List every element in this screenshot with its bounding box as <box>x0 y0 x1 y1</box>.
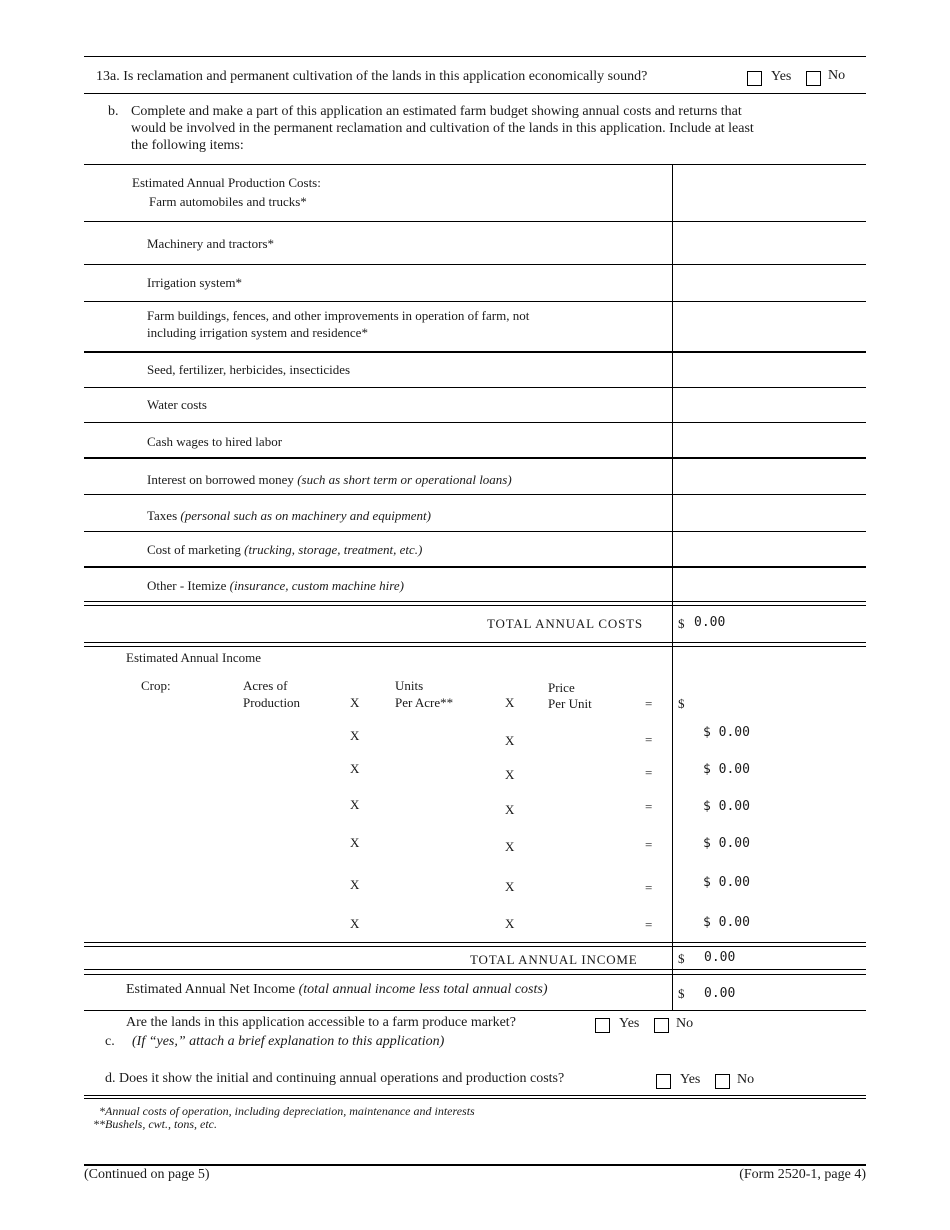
net-income-value[interactable]: 0.00 <box>704 986 736 1001</box>
rule-income-b <box>84 946 866 947</box>
income-row5-eq: = <box>645 880 653 895</box>
total-income-currency: $ <box>678 951 685 966</box>
income-row1-x1: X <box>350 728 360 743</box>
income-header-currency: $ <box>678 696 685 711</box>
income-row3-x1: X <box>350 797 360 812</box>
income-row3-value[interactable]: $ 0.00 <box>703 799 750 814</box>
question-13b-letter: b. <box>108 104 119 119</box>
footnote-annual-costs: *Annual costs of operation, including depreciation, maintenance and interests <box>99 1104 475 1118</box>
cost-item-taxes <box>147 508 431 524</box>
rule-interest <box>84 494 866 495</box>
qc-yes-checkbox[interactable] <box>595 1018 610 1033</box>
top-rule <box>84 56 866 57</box>
cost-item-interest <box>147 472 512 488</box>
qc-no-checkbox[interactable] <box>654 1018 669 1033</box>
income-row2-x2: X <box>505 767 515 782</box>
rule-income-total-a <box>84 969 866 970</box>
question-13b-line3: the following items: <box>131 138 244 153</box>
footer-continued: (Continued on page 5) <box>84 1167 210 1182</box>
rule-qd-b <box>84 1098 866 1099</box>
income-row4-x1: X <box>350 835 360 850</box>
rule-water <box>84 422 866 423</box>
cost-item-water: Water costs <box>147 397 207 412</box>
cost-item-taxes-label: Taxes <box>147 508 181 523</box>
income-row4-eq: = <box>645 837 653 852</box>
income-row5-value[interactable]: $ 0.00 <box>703 875 750 890</box>
qd-yes-label: Yes <box>680 1072 701 1087</box>
total-annual-costs-value[interactable]: 0.00 <box>694 615 726 630</box>
cost-item-irrigation: Irrigation system* <box>147 275 242 290</box>
rule-seed <box>84 387 866 388</box>
income-col-acres-line2: Production <box>243 695 301 710</box>
income-row6-eq: = <box>645 917 653 932</box>
question-c-letter: c. <box>105 1034 115 1049</box>
cost-item-machinery: Machinery and tractors* <box>147 236 275 251</box>
q13a-yes-label: Yes <box>771 69 792 84</box>
question-13a: 13a. Is reclamation and permanent cultivation of the lands in this application economically sound? <box>96 69 648 84</box>
rule-autos <box>84 221 866 222</box>
income-row6-x2: X <box>505 916 515 931</box>
cost-item-marketing <box>147 542 422 558</box>
q13a-no-checkbox[interactable] <box>806 71 821 86</box>
question-c-note: (If “yes,” attach a brief explanation to this application) <box>132 1034 445 1049</box>
income-row1-value[interactable]: $ 0.00 <box>703 725 750 740</box>
total-costs-currency: $ <box>678 616 685 631</box>
qd-no-checkbox[interactable] <box>715 1074 730 1089</box>
cost-item-interest-label: Interest on borrowed money <box>147 472 298 487</box>
income-header-x1: X <box>350 695 360 710</box>
income-col-crop: Crop: <box>141 678 171 693</box>
income-row2-value[interactable]: $ 0.00 <box>703 762 750 777</box>
qc-yes-label: Yes <box>619 1016 640 1031</box>
total-annual-income-value[interactable]: 0.00 <box>704 950 736 965</box>
rule-income-a <box>84 942 866 943</box>
q13a-yes-checkbox[interactable] <box>747 71 762 86</box>
income-row1-eq: = <box>645 732 653 747</box>
cost-item-buildings-line2: including irrigation system and residence* <box>147 325 368 340</box>
income-row6-value[interactable]: $ 0.00 <box>703 915 750 930</box>
income-row3-x2: X <box>505 802 515 817</box>
cost-item-marketing-note: (trucking, storage, treatment, etc.) <box>244 542 423 557</box>
rule-costs-total-b <box>84 646 866 647</box>
income-row3-eq: = <box>645 799 653 814</box>
cost-item-taxes-note: (personal such as on machinery and equipment) <box>180 508 431 523</box>
income-header-x2: X <box>505 695 515 710</box>
income-col-price-line1: Price <box>548 680 575 695</box>
rule-other-a <box>84 601 866 602</box>
net-income-row <box>126 982 548 998</box>
income-header-eq: = <box>645 696 653 711</box>
cost-item-seed: Seed, fertilizer, herbicides, insecticides <box>147 362 351 377</box>
rule-wages <box>84 457 866 459</box>
income-row1-x2: X <box>505 733 515 748</box>
income-row2-eq: = <box>645 765 653 780</box>
total-annual-income-label: TOTAL ANNUAL INCOME <box>470 952 638 967</box>
cost-item-autos: Farm automobiles and trucks* <box>149 194 307 209</box>
rule-marketing <box>84 566 866 568</box>
cost-item-marketing-label: Cost of marketing <box>147 542 245 557</box>
qc-no-label: No <box>676 1016 694 1031</box>
income-row4-x2: X <box>505 839 515 854</box>
question-13b-line2: would be involved in the permanent reclamation and cultivation of the lands in this application. Include at least <box>131 121 754 136</box>
cost-item-buildings-line1: Farm buildings, fences, and other improvements in operation of farm, not <box>147 308 530 323</box>
income-row2-x1: X <box>350 761 360 776</box>
total-annual-costs-label: TOTAL ANNUAL COSTS <box>487 616 643 631</box>
net-income-currency: $ <box>678 986 685 1001</box>
rule-irrigation <box>84 301 866 302</box>
cost-item-other <box>147 578 404 594</box>
rule-13a <box>84 93 866 94</box>
income-heading: Estimated Annual Income <box>126 650 262 665</box>
cost-item-interest-note: (such as short term or operational loans) <box>297 472 512 487</box>
net-income-label: Estimated Annual Net Income <box>126 982 299 997</box>
income-col-units-line2: Per Acre** <box>395 695 454 710</box>
rule-net-income <box>84 1010 866 1011</box>
footer-form-page: (Form 2520-1, page 4) <box>739 1167 866 1182</box>
cost-item-other-label: Other - Itemize <box>147 578 230 593</box>
rule-income-total-b <box>84 974 866 975</box>
rule-costs-total-a <box>84 642 866 643</box>
footnote-bushels: **Bushels, cwt., tons, etc. <box>93 1117 217 1131</box>
income-row6-x1: X <box>350 916 360 931</box>
footer-rule <box>84 1164 866 1166</box>
income-row4-value[interactable]: $ 0.00 <box>703 836 750 851</box>
question-d-text: d. Does it show the initial and continuing annual operations and production costs? <box>105 1071 565 1086</box>
net-income-note: (total annual income less total annual costs) <box>298 982 548 997</box>
rule-machinery <box>84 264 866 265</box>
question-13b-line1: Complete and make a part of this application an estimated farm budget showing annual costs and returns that <box>131 104 742 119</box>
rule-budget-top <box>84 164 866 165</box>
rule-buildings <box>84 351 866 353</box>
value-column-divider <box>672 164 673 1010</box>
qd-no-label: No <box>737 1072 755 1087</box>
income-col-price-line2: Per Unit <box>548 696 592 711</box>
q13a-no-label: No <box>828 68 846 83</box>
question-c-text: Are the lands in this application accessible to a farm produce market? <box>126 1015 516 1030</box>
cost-item-wages: Cash wages to hired labor <box>147 434 283 449</box>
costs-heading: Estimated Annual Production Costs: <box>132 175 321 190</box>
qd-yes-checkbox[interactable] <box>656 1074 671 1089</box>
rule-qd-a <box>84 1095 866 1096</box>
income-row5-x2: X <box>505 879 515 894</box>
rule-other-b <box>84 605 866 606</box>
cost-item-other-note: (insurance, custom machine hire) <box>229 578 404 593</box>
rule-taxes <box>84 531 866 532</box>
income-col-acres-line1: Acres of <box>243 678 288 693</box>
income-col-units-line1: Units <box>395 678 424 693</box>
income-row5-x1: X <box>350 877 360 892</box>
